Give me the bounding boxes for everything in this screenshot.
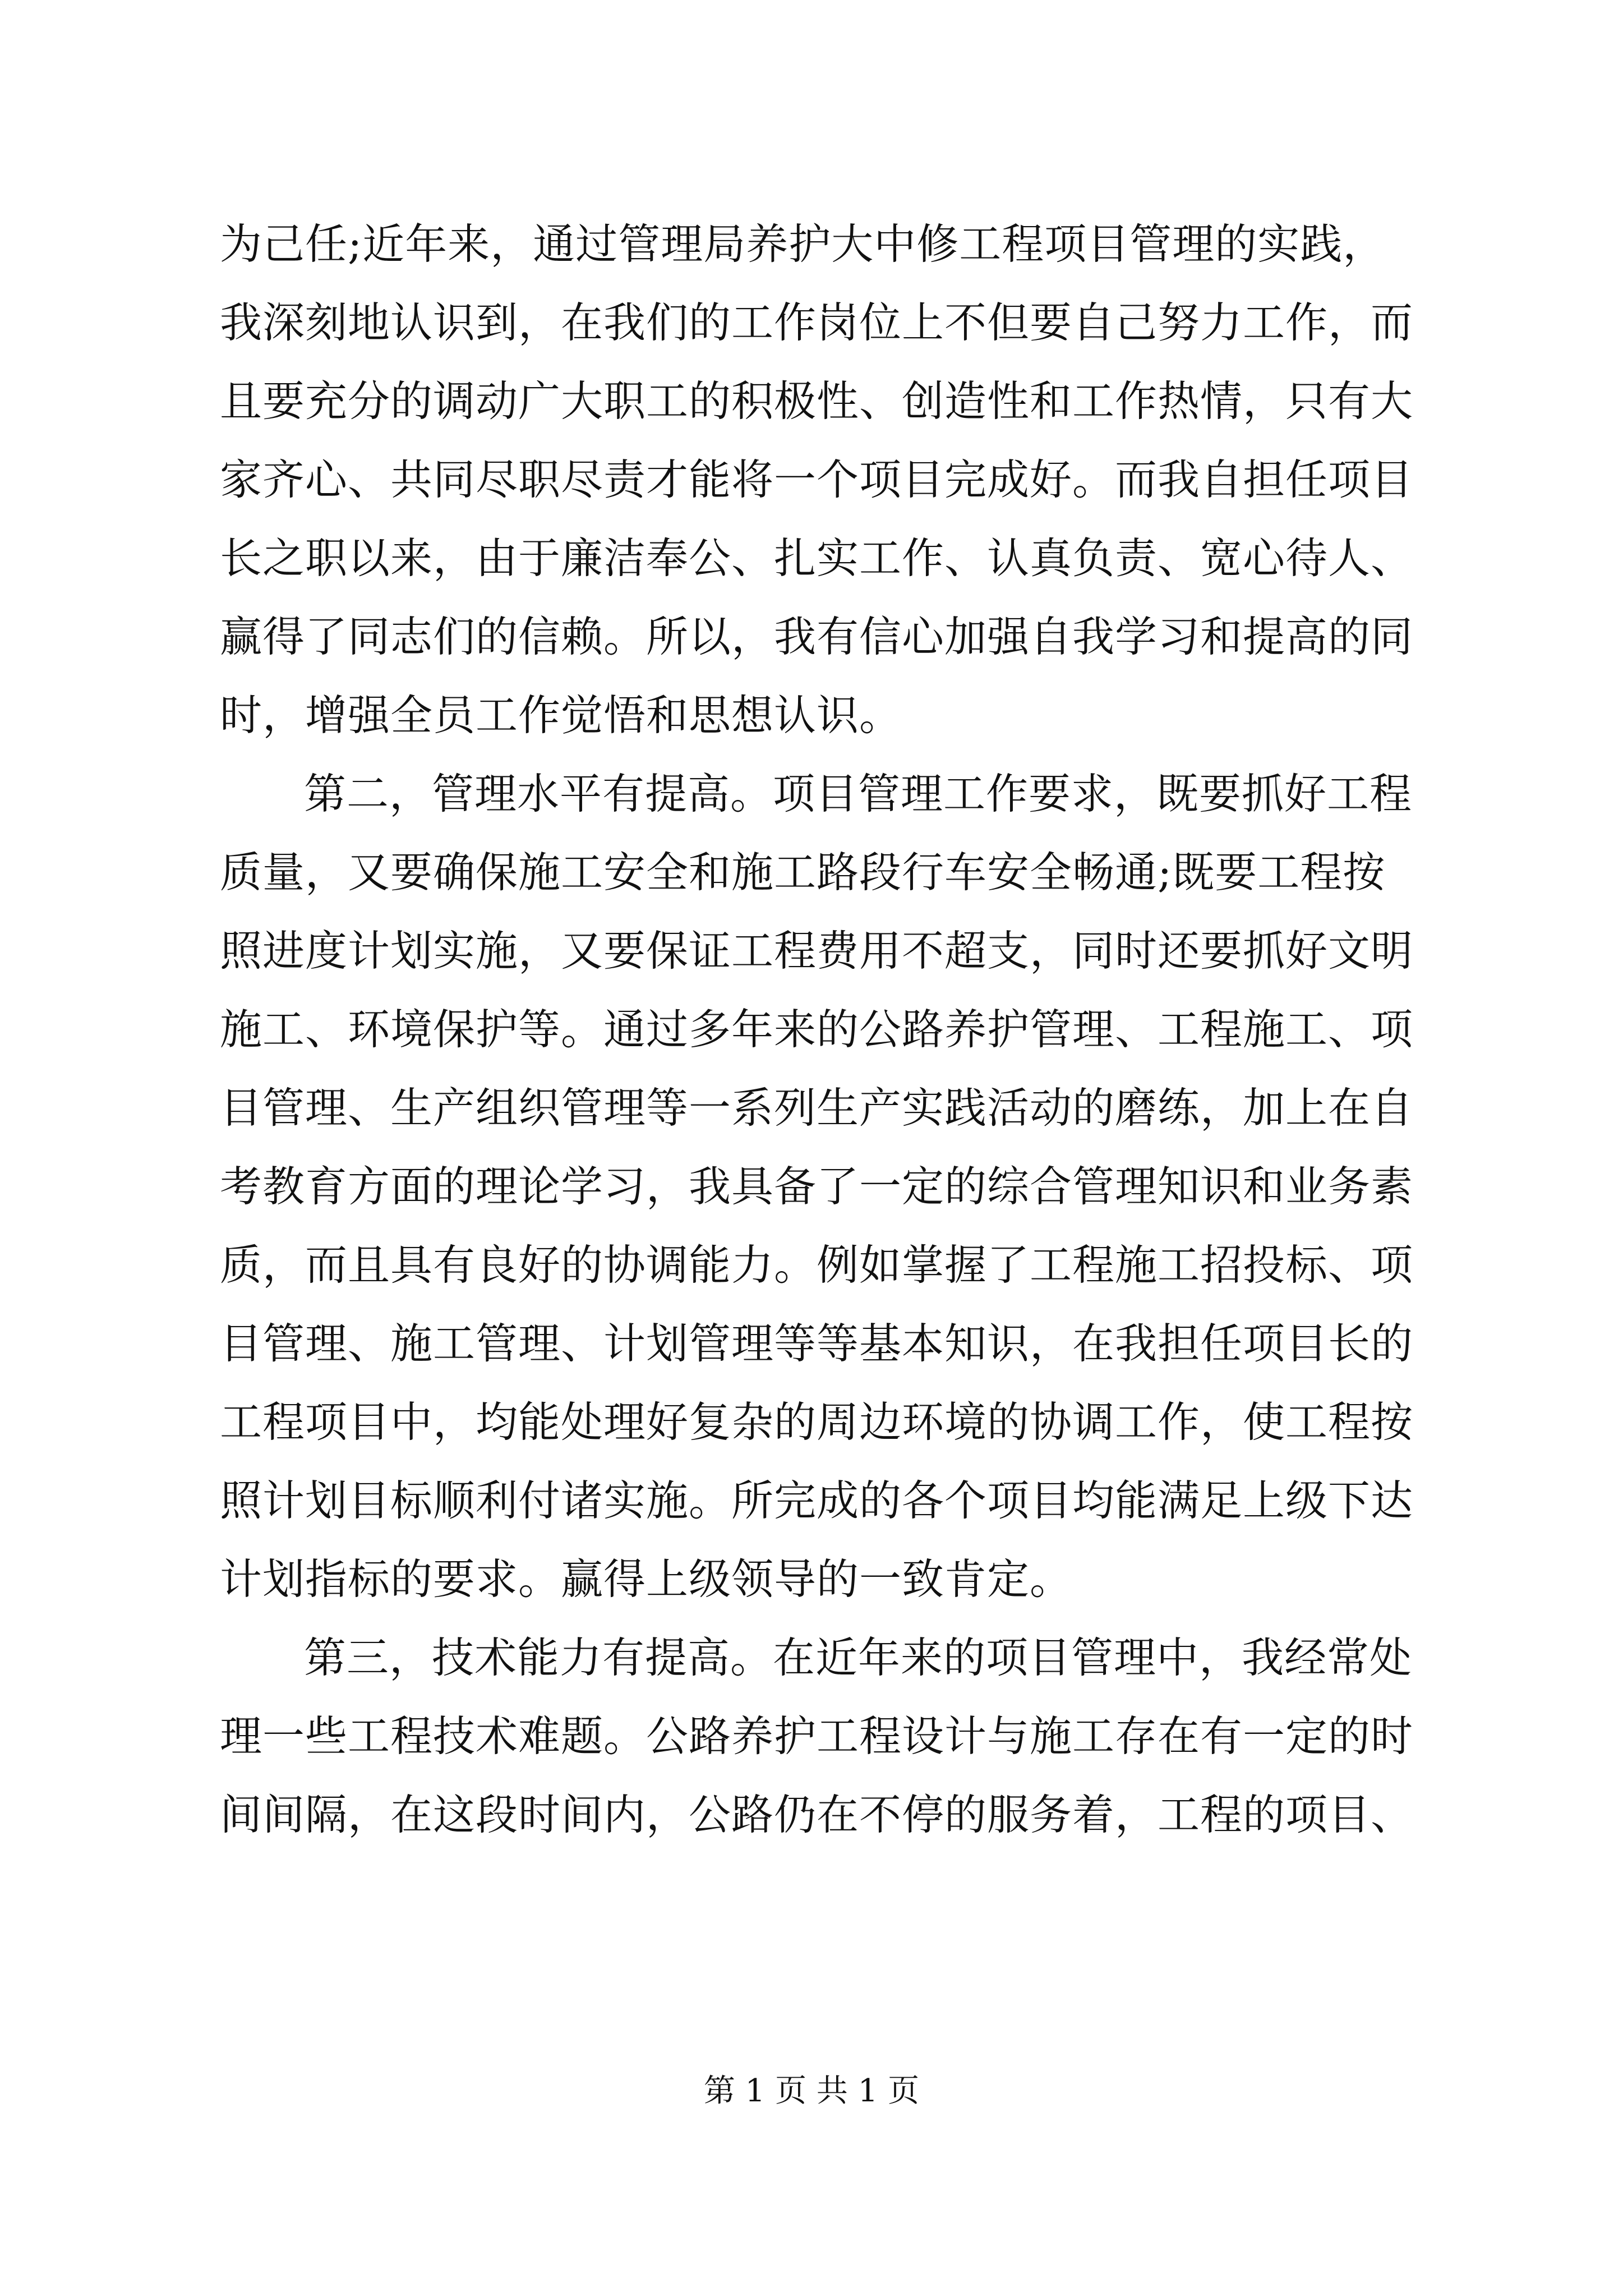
paragraph-start-line: 第二，管理水平有提高。项目管理工作要求，既要抓好工程 <box>304 769 1413 818</box>
text-line: 家齐心、共同尽职尽责才能将一个项目完成好。而我自担任项目 <box>220 455 1414 504</box>
text-line: 且要充分的调动广大职工的积极性、创造性和工作热情，只有大 <box>220 376 1414 426</box>
text-line: 长之职以来，由于廉洁奉公、扎实工作、认真负责、宽心待人、 <box>220 533 1414 583</box>
text-line: 间间隔，在这段时间内，公路仍在不停的服务着，工程的项目、 <box>220 1790 1414 1839</box>
text-line: 为己任;近年来，通过管理局养护大中修工程项目管理的实践， <box>220 219 1386 269</box>
text-line: 赢得了同志们的信赖。所以，我有信心加强自我学习和提高的同 <box>220 612 1414 661</box>
text-line: 考教育方面的理论学习，我具备了一定的综合管理知识和业务素 <box>220 1162 1414 1211</box>
text-line: 时，增强全员工作觉悟和思想认识。 <box>220 691 902 740</box>
text-line: 照计划目标顺利付诸实施。所完成的各个项目均能满足上级下达 <box>220 1476 1414 1525</box>
text-line: 工程项目中，均能处理好复杂的周边环境的协调工作，使工程按 <box>220 1397 1414 1447</box>
text-line: 施工、环境保护等。通过多年来的公路养护管理、工程施工、项 <box>220 1005 1414 1054</box>
page-footer: 第 1 页 共 1 页 <box>703 2073 920 2109</box>
text-line: 照进度计划实施，又要保证工程费用不超支，同时还要抓好文明 <box>220 926 1414 976</box>
text-line: 目管理、生产组织管理等一系列生产实践活动的磨练，加上在自 <box>220 1083 1414 1133</box>
paragraph-start-line: 第三，技术能力有提高。在近年来的项目管理中，我经常处 <box>304 1633 1413 1682</box>
text-line: 我深刻地认识到，在我们的工作岗位上不但要自己努力工作，而 <box>220 298 1414 347</box>
text-line: 理一些工程技术难题。公路养护工程设计与施工存在有一定的时 <box>220 1711 1414 1761</box>
document-body <box>220 205 1426 1854</box>
text-line: 目管理、施工管理、计划管理等等基本知识，在我担任项目长的 <box>220 1319 1414 1368</box>
text-line: 计划指标的要求。赢得上级领导的一致肯定。 <box>220 1554 1073 1604</box>
text-line: 质，而且具有良好的协调能力。例如掌握了工程施工招投标、项 <box>220 1240 1414 1290</box>
text-line: 质量，又要确保施工安全和施工路段行车安全畅通;既要工程按 <box>220 848 1386 897</box>
